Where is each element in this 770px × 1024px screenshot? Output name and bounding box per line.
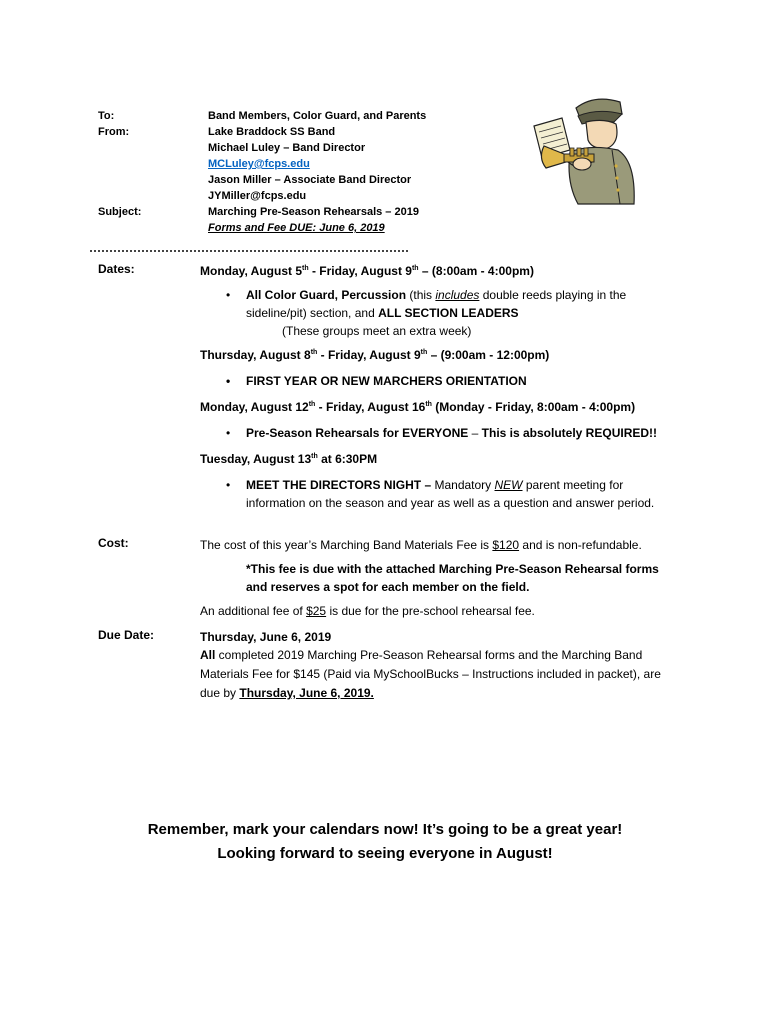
dates-block-1: Monday, August 5th - Friday, August 9th – (8:00am - 4:00pm): [200, 264, 534, 278]
director-email-link[interactable]: MCLuley@fcps.edu: [208, 158, 310, 170]
closing-line-2: Looking forward to seeing everyone in August!: [217, 845, 553, 862]
to-value: Band Members, Color Guard, and Parents: [208, 110, 427, 122]
additional-fee-amount: $25: [306, 604, 327, 618]
cost-line-2: An additional fee of $25 is due for the pre-school rehearsal fee.: [200, 604, 535, 618]
from-associate-director: Jason Miller – Associate Band Director: [208, 174, 412, 186]
bullet-everyone: • Pre-Season Rehearsals for EVERYONE – This is absolutely REQUIRED!!: [226, 426, 658, 440]
band-musician-illustration: [524, 92, 652, 212]
closing-line-1: Remember, mark your calendars now! It’s going to be a great year!: [147, 821, 623, 838]
cost-section: [98, 536, 670, 626]
closing-message: [0, 818, 770, 866]
bullet-icon: •: [226, 288, 231, 302]
cost-label: Cost:: [98, 536, 129, 550]
subject-row: [98, 204, 426, 236]
fee-note: *This fee is due with the attached Marching Pre-Season Rehearsal forms and reserves a spot for each member on the field.: [246, 562, 659, 594]
trumpet-player-icon: [524, 92, 652, 212]
subject-text: Marching Pre-Season Rehearsals – 2019: [208, 206, 419, 218]
from-label: From:: [98, 126, 130, 138]
due-date-label: Due Date:: [98, 628, 155, 642]
materials-fee-amount: $120: [492, 538, 520, 552]
subject-due-note: Forms and Fee DUE: June 6, 2019: [208, 222, 385, 234]
bullet-icon: •: [226, 478, 231, 492]
due-date-value: Thursday, June 6, 2019: [200, 630, 332, 644]
dates-block-4: Tuesday, August 13th at 6:30PM: [200, 452, 378, 466]
cost-line-1: The cost of this year’s Marching Band Materials Fee is $120 and is non-refundable.: [200, 538, 642, 552]
from-row: [98, 124, 426, 204]
subject-value: [208, 204, 419, 236]
subject-label: Subject:: [98, 206, 142, 218]
bullet-color-guard: • All Color Guard, Percussion (this includes double reeds playing in the sideline/pit) section, and ALL SECTION LEADERS: [226, 288, 627, 320]
dates-label: Dates:: [98, 262, 135, 276]
associate-director-email: JYMiller@fcps.edu: [208, 190, 307, 202]
bullet-new-marchers: • FIRST YEAR OR NEW MARCHERS ORIENTATION: [226, 374, 527, 388]
extra-week-note: (These groups meet an extra week): [282, 324, 472, 338]
to-row: [98, 108, 426, 124]
from-director: Michael Luley – Band Director: [208, 142, 366, 154]
bullet-icon: •: [226, 374, 231, 388]
to-label: To:: [98, 110, 115, 122]
bullet-directors-night: • MEET THE DIRECTORS NIGHT – Mandatory NEW parent meeting for information on the season and year as well as a question and answer period.: [226, 478, 655, 510]
due-date-body: [200, 628, 670, 703]
dates-body: [200, 262, 670, 512]
from-value: [208, 124, 411, 204]
dates-section: [98, 262, 670, 532]
header-divider: [90, 250, 408, 252]
cost-body: [200, 536, 670, 620]
bullet-icon: •: [226, 426, 231, 440]
from-school: Lake Braddock SS Band: [208, 126, 336, 138]
dates-block-2: Thursday, August 8th - Friday, August 9th – (9:00am - 12:00pm): [200, 348, 550, 362]
due-date-section: [98, 628, 670, 718]
due-date-text: All completed 2019 Marching Pre-Season Rehearsal forms and the Marching Band Materials Fee for $145 (Paid via MySchoolBucks – Instructions included in packet), are due by Thursday, June 6, 2019.: [200, 648, 661, 700]
deadline-date: Thursday, June 6, 2019.: [239, 686, 374, 700]
dates-block-3: Monday, August 12th - Friday, August 16th (Monday - Friday, 8:00am - 4:00pm): [200, 400, 636, 414]
memo-header: [98, 108, 426, 236]
